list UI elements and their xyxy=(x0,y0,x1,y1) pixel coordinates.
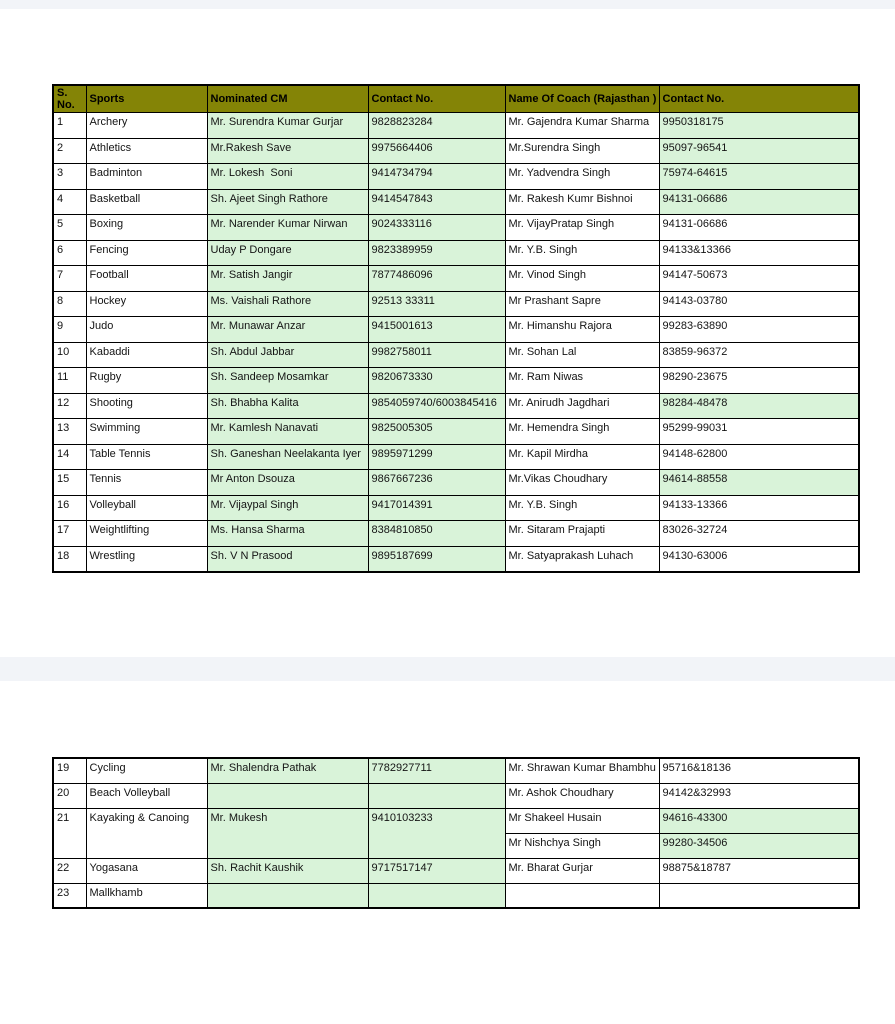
table-row xyxy=(53,444,859,470)
viewer-top-gap xyxy=(0,0,895,9)
cell-nominated-cm: Sh. Ganeshan Neelakanta Iyer xyxy=(207,444,368,470)
cell-coach-contact: 95299-99031 xyxy=(659,419,859,445)
cell-coach-contact: 98290-23675 xyxy=(659,368,859,394)
cell-coach-name: Mr. Ashok Choudhary xyxy=(505,783,659,808)
cell-coach-contact: 83859-96372 xyxy=(659,342,859,368)
cell-coach-contact: 83026-32724 xyxy=(659,521,859,547)
cell-sport: Cycling xyxy=(86,758,207,783)
cell-sno: 4 xyxy=(53,189,86,215)
cell-nominated-cm: Mr. Vijaypal Singh xyxy=(207,495,368,521)
cell-cm-contact: 9417014391 xyxy=(368,495,505,521)
cell-cm-contact: 9820673330 xyxy=(368,368,505,394)
cell-sno: 1 xyxy=(53,113,86,139)
cell-coach-contact: 95097-96541 xyxy=(659,138,859,164)
cell-sport: Boxing xyxy=(86,215,207,241)
table-row xyxy=(53,342,859,368)
table-row xyxy=(53,393,859,419)
table-row xyxy=(53,521,859,547)
cell-sno: 21 xyxy=(53,808,86,858)
cell-coach-name: Mr. Y.B. Singh xyxy=(505,240,659,266)
cell-sport: Archery xyxy=(86,113,207,139)
table-row xyxy=(53,758,859,783)
cell-sport: Tennis xyxy=(86,470,207,496)
cell-nominated-cm: Ms. Hansa Sharma xyxy=(207,521,368,547)
table-row xyxy=(53,808,859,833)
cell-cm-contact: 9982758011 xyxy=(368,342,505,368)
cell-sno: 22 xyxy=(53,858,86,883)
cell-cm-contact: 9415001613 xyxy=(368,317,505,343)
cell-coach-contact: 94133&13366 xyxy=(659,240,859,266)
cell-sport: Yogasana xyxy=(86,858,207,883)
cell-coach-contact: 75974-64615 xyxy=(659,164,859,190)
cell-coach-name: Mr. Anirudh Jagdhari xyxy=(505,393,659,419)
table-row xyxy=(53,291,859,317)
cell-coach-name: Mr. Vinod Singh xyxy=(505,266,659,292)
cell-coach-name: Mr. Hemendra Singh xyxy=(505,419,659,445)
cell-coach-contact: 94147-50673 xyxy=(659,266,859,292)
cell-sno: 11 xyxy=(53,368,86,394)
cell-coach-contact: 94616-43300 xyxy=(659,808,859,833)
cell-cm-contact: 9867667236 xyxy=(368,470,505,496)
cell-cm-contact: 9895971299 xyxy=(368,444,505,470)
cell-cm-contact: 9828823284 xyxy=(368,113,505,139)
cell-coach-name: Mr.Vikas Choudhary xyxy=(505,470,659,496)
cell-nominated-cm: Mr. Satish Jangir xyxy=(207,266,368,292)
header-sno: S. No. xyxy=(53,85,86,113)
cell-sport: Hockey xyxy=(86,291,207,317)
cell-sno: 8 xyxy=(53,291,86,317)
cell-sport: Fencing xyxy=(86,240,207,266)
table-row xyxy=(53,317,859,343)
cell-nominated-cm: Sh. Rachit Kaushik xyxy=(207,858,368,883)
cell-sno: 9 xyxy=(53,317,86,343)
table-row xyxy=(53,215,859,241)
cell-sno: 19 xyxy=(53,758,86,783)
cell-coach-name: Mr Shakeel Husain xyxy=(505,808,659,833)
header-cm-contact: Contact No. xyxy=(368,85,505,113)
cell-coach-name: Mr Nishchya Singh xyxy=(505,833,659,858)
cell-nominated-cm: Sh. Ajeet Singh Rathore xyxy=(207,189,368,215)
page-separator xyxy=(0,657,895,681)
cell-sport: Football xyxy=(86,266,207,292)
cell-nominated-cm xyxy=(207,783,368,808)
cell-cm-contact: 9823389959 xyxy=(368,240,505,266)
cell-sno: 14 xyxy=(53,444,86,470)
header-coach-name: Name Of Coach (Rajasthan ) xyxy=(505,85,659,113)
cell-coach-contact: 9950318175 xyxy=(659,113,859,139)
page-1 xyxy=(52,84,860,573)
cell-sport: Judo xyxy=(86,317,207,343)
table-row xyxy=(53,189,859,215)
cell-coach-name: Mr. Rakesh Kumr Bishnoi xyxy=(505,189,659,215)
cell-sport: Kayaking & Canoing xyxy=(86,808,207,858)
cell-coach-contact: 94142&32993 xyxy=(659,783,859,808)
table-row xyxy=(53,858,859,883)
cell-coach-name xyxy=(505,883,659,908)
table-row xyxy=(53,546,859,572)
cell-coach-contact: 94131-06686 xyxy=(659,189,859,215)
cell-coach-name: Mr. Sohan Lal xyxy=(505,342,659,368)
cell-coach-name: Mr. Yadvendra Singh xyxy=(505,164,659,190)
table-row xyxy=(53,470,859,496)
table-row xyxy=(53,883,859,908)
cell-sport: Mallkhamb xyxy=(86,883,207,908)
cell-sport: Athletics xyxy=(86,138,207,164)
cell-coach-name: Mr. Ram Niwas xyxy=(505,368,659,394)
cell-coach-name: Mr. Gajendra Kumar Sharma xyxy=(505,113,659,139)
table-row xyxy=(53,240,859,266)
cell-nominated-cm: Mr. Narender Kumar Nirwan xyxy=(207,215,368,241)
cell-sno: 12 xyxy=(53,393,86,419)
table-row xyxy=(53,164,859,190)
cell-sport: Volleyball xyxy=(86,495,207,521)
table-row xyxy=(53,113,859,139)
cell-cm-contact: 92513 33311 xyxy=(368,291,505,317)
cell-nominated-cm: Ms. Vaishali Rathore xyxy=(207,291,368,317)
cell-sno: 10 xyxy=(53,342,86,368)
cell-cm-contact: 9854059740/6003845416 xyxy=(368,393,505,419)
cell-nominated-cm: Sh. Abdul Jabbar xyxy=(207,342,368,368)
cell-coach-contact: 94143-03780 xyxy=(659,291,859,317)
cell-cm-contact: 9717517147 xyxy=(368,858,505,883)
cell-nominated-cm: Mr. Munawar Anzar xyxy=(207,317,368,343)
cell-coach-name: Mr.Surendra Singh xyxy=(505,138,659,164)
cell-sno: 15 xyxy=(53,470,86,496)
cell-sno: 20 xyxy=(53,783,86,808)
cell-nominated-cm: Mr Anton Dsouza xyxy=(207,470,368,496)
cell-coach-name: Mr. Kapil Mirdha xyxy=(505,444,659,470)
header-coach-contact: Contact No. xyxy=(659,85,859,113)
cell-sport: Table Tennis xyxy=(86,444,207,470)
cell-coach-contact: 94131-06686 xyxy=(659,215,859,241)
cell-sno: 7 xyxy=(53,266,86,292)
cell-sport: Weightlifting xyxy=(86,521,207,547)
cell-sport: Basketball xyxy=(86,189,207,215)
cell-cm-contact: 9024333116 xyxy=(368,215,505,241)
sports-contacts-table-page2 xyxy=(52,757,860,909)
cell-sport: Badminton xyxy=(86,164,207,190)
cell-sport: Rugby xyxy=(86,368,207,394)
cell-cm-contact: 9414734794 xyxy=(368,164,505,190)
cell-sport: Kabaddi xyxy=(86,342,207,368)
cell-sno: 17 xyxy=(53,521,86,547)
cell-sno: 5 xyxy=(53,215,86,241)
cell-cm-contact xyxy=(368,883,505,908)
cell-nominated-cm: Sh. V N Prasood xyxy=(207,546,368,572)
cell-coach-contact: 94148-62800 xyxy=(659,444,859,470)
cell-cm-contact: 9825005305 xyxy=(368,419,505,445)
header-sports: Sports xyxy=(86,85,207,113)
cell-coach-contact: 99283-63890 xyxy=(659,317,859,343)
cell-sno: 3 xyxy=(53,164,86,190)
cell-nominated-cm: Mr. Shalendra Pathak xyxy=(207,758,368,783)
cell-nominated-cm: Mr. Kamlesh Nanavati xyxy=(207,419,368,445)
cell-cm-contact: 9895187699 xyxy=(368,546,505,572)
cell-nominated-cm: Sh. Sandeep Mosamkar xyxy=(207,368,368,394)
cell-nominated-cm: Uday P Dongare xyxy=(207,240,368,266)
cell-sport: Beach Volleyball xyxy=(86,783,207,808)
cell-coach-contact: 98284-48478 xyxy=(659,393,859,419)
page-2 xyxy=(52,757,860,909)
cell-sport: Swimming xyxy=(86,419,207,445)
cell-sno: 6 xyxy=(53,240,86,266)
table-row xyxy=(53,266,859,292)
cell-coach-name: Mr. Satyaprakash Luhach xyxy=(505,546,659,572)
cell-cm-contact: 8384810850 xyxy=(368,521,505,547)
cell-coach-contact: 99280-34506 xyxy=(659,833,859,858)
cell-cm-contact xyxy=(368,783,505,808)
cell-coach-name: Mr Prashant Sapre xyxy=(505,291,659,317)
table-row xyxy=(53,419,859,445)
cell-coach-contact: 94614-88558 xyxy=(659,470,859,496)
cell-sno: 23 xyxy=(53,883,86,908)
cell-sno: 16 xyxy=(53,495,86,521)
cell-nominated-cm xyxy=(207,883,368,908)
cell-sno: 13 xyxy=(53,419,86,445)
cell-sport: Wrestling xyxy=(86,546,207,572)
cell-cm-contact: 7782927711 xyxy=(368,758,505,783)
cell-coach-contact: 95716&18136 xyxy=(659,758,859,783)
table-row xyxy=(53,495,859,521)
header-row xyxy=(53,85,859,113)
cell-coach-contact: 98875&18787 xyxy=(659,858,859,883)
cell-coach-name: Mr. Bharat Gurjar xyxy=(505,858,659,883)
table-row xyxy=(53,783,859,808)
cell-coach-name: Mr. Shrawan Kumar Bhambhu xyxy=(505,758,659,783)
cell-coach-contact xyxy=(659,883,859,908)
cell-sno: 2 xyxy=(53,138,86,164)
cell-coach-name: Mr. VijayPratap Singh xyxy=(505,215,659,241)
cell-nominated-cm: Sh. Bhabha Kalita xyxy=(207,393,368,419)
cell-nominated-cm: Mr.Rakesh Save xyxy=(207,138,368,164)
table-row xyxy=(53,368,859,394)
cell-cm-contact: 9414547843 xyxy=(368,189,505,215)
cell-coach-name: Mr. Himanshu Rajora xyxy=(505,317,659,343)
sports-contacts-table-page1 xyxy=(52,84,860,573)
cell-cm-contact: 7877486096 xyxy=(368,266,505,292)
header-nominated-cm: Nominated CM xyxy=(207,85,368,113)
cell-cm-contact: 9410103233 xyxy=(368,808,505,858)
cell-nominated-cm: Mr. Lokesh Soni xyxy=(207,164,368,190)
cell-cm-contact: 9975664406 xyxy=(368,138,505,164)
cell-nominated-cm: Mr. Surendra Kumar Gurjar xyxy=(207,113,368,139)
cell-sno: 18 xyxy=(53,546,86,572)
table-row xyxy=(53,138,859,164)
cell-coach-name: Mr. Y.B. Singh xyxy=(505,495,659,521)
cell-coach-name: Mr. Sitaram Prajapti xyxy=(505,521,659,547)
cell-sport: Shooting xyxy=(86,393,207,419)
cell-nominated-cm: Mr. Mukesh xyxy=(207,808,368,858)
cell-coach-contact: 94133-13366 xyxy=(659,495,859,521)
cell-coach-contact: 94130-63006 xyxy=(659,546,859,572)
